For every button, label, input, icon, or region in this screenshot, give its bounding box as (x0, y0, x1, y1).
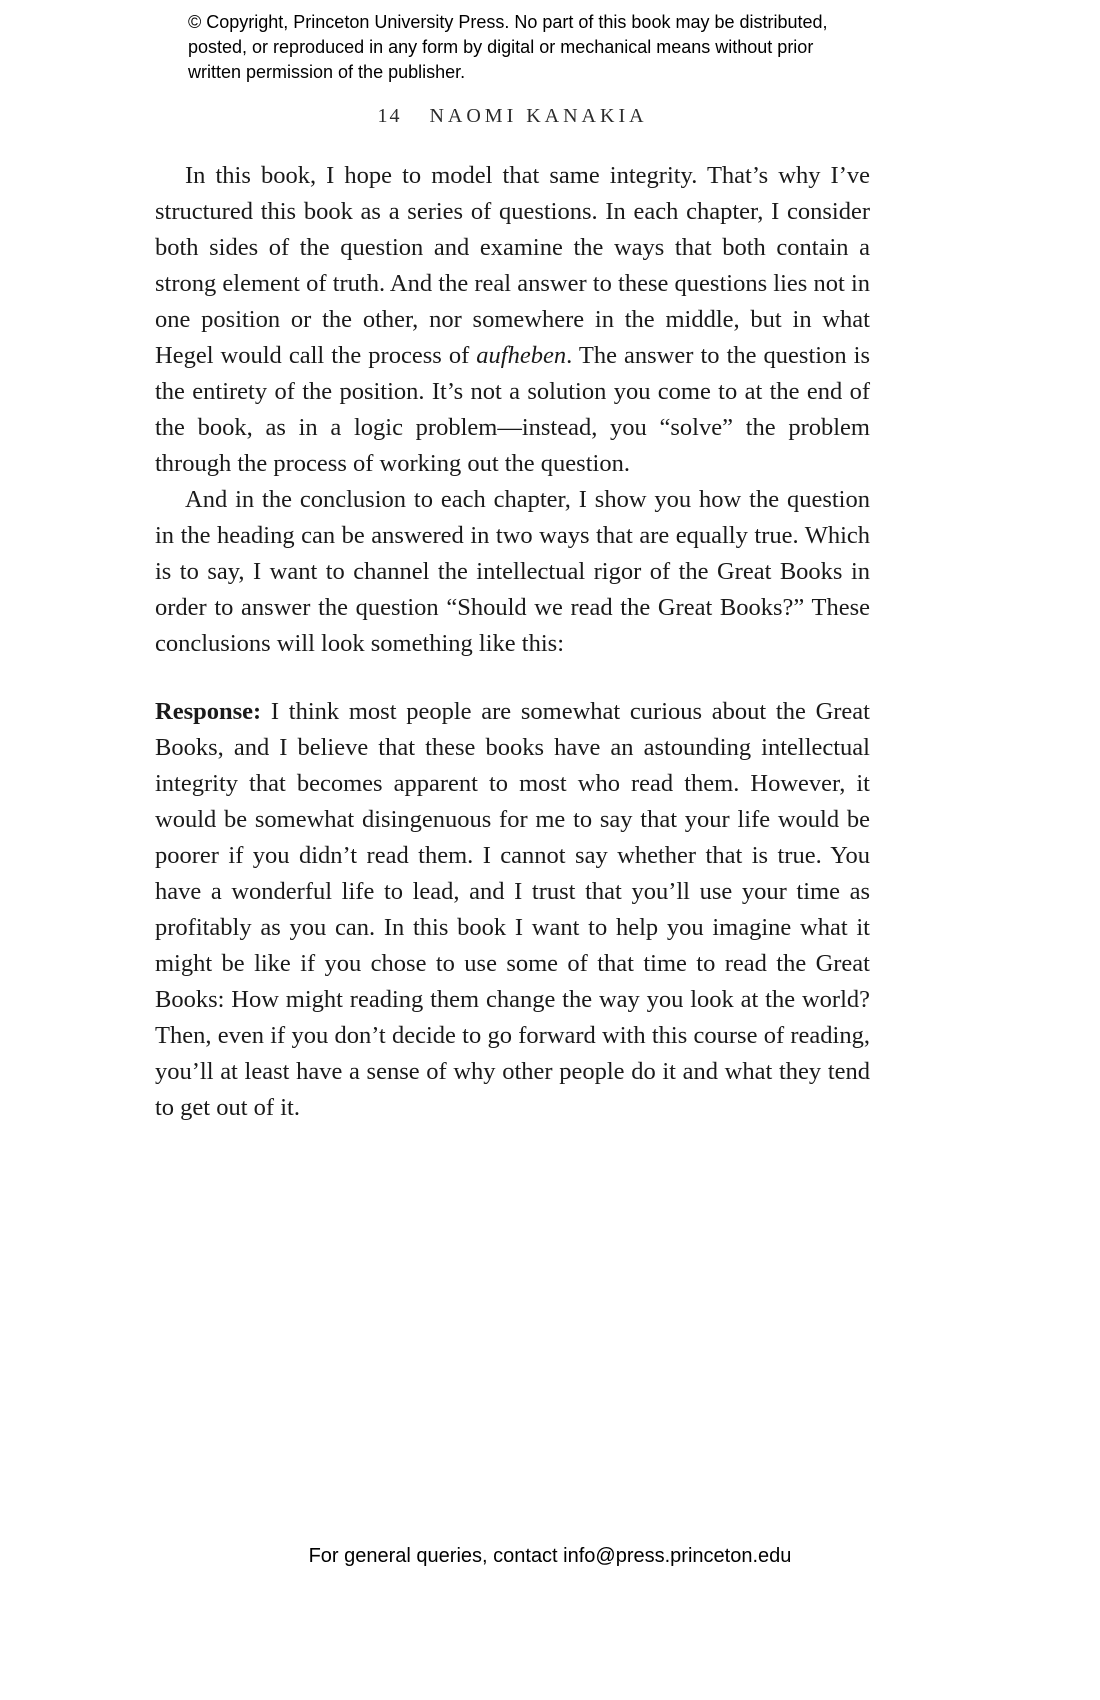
copyright-notice: © Copyright, Princeton University Press. No part of this book may be distributed, posted, or reproduced in any form by digital or mechanical means without prior written permission of the publisher. (188, 12, 828, 82)
paragraph-2: And in the conclusion to each chapter, I show you how the question in the heading can be answered in two ways that are equally true. Which is to say, I want to channel the intellectual rigor of the Great Books in order to answer the question “Should we read the Great Books?” These conclusions will look something like this: (155, 486, 870, 657)
paragraph-1-text-b: . The answer to the question is the entirety of the position. It’s not a solution you come to at the end of the book, as in a logic problem—instead, you “solve” the problem through the process of working out the question. (155, 342, 870, 477)
page-body (155, 158, 870, 1126)
response-text: I think most people are somewhat curious about the Great Books, and I believe that these books have an astounding intellectual integrity that becomes apparent to most who read them. However, it would be somewhat disingenuous for me to say that your life would be poorer if you didn’t read them. I cannot say whether that is true. You have a wonderful life to lead, and I trust that you’ll use your time as profitably as you can. In this book I want to help you imagine what it might be like if you chose to use some of that time to read the Great Books: How might reading them change the way you look at the world? Then, even if you don’t decide to go forward with this course of reading, you’ll at least have a sense of why other people do it and what they tend to get out of it. (155, 698, 870, 1121)
page-number: 14 (377, 105, 402, 127)
italic-term: aufheben (476, 342, 567, 369)
paragraph-1-text-a: In this book, I hope to model that same integrity. That’s why I’ve structured this book as a series of questions. In each chapter, I consider both sides of the question and examine the ways that both contain a strong element of truth. And the real answer to these questions lies not in one position or the other, nor somewhere in the middle, but in what Hegel would call the process of (155, 162, 870, 369)
paragraph-1 (155, 158, 870, 482)
response-paragraph (155, 694, 870, 1126)
running-header (155, 105, 870, 128)
footer-contact: For general queries, contact info@press.princeton.edu (308, 1545, 792, 1567)
response-label: Response: (155, 698, 262, 725)
author-name: NAOMI KANAKIA (429, 105, 648, 127)
